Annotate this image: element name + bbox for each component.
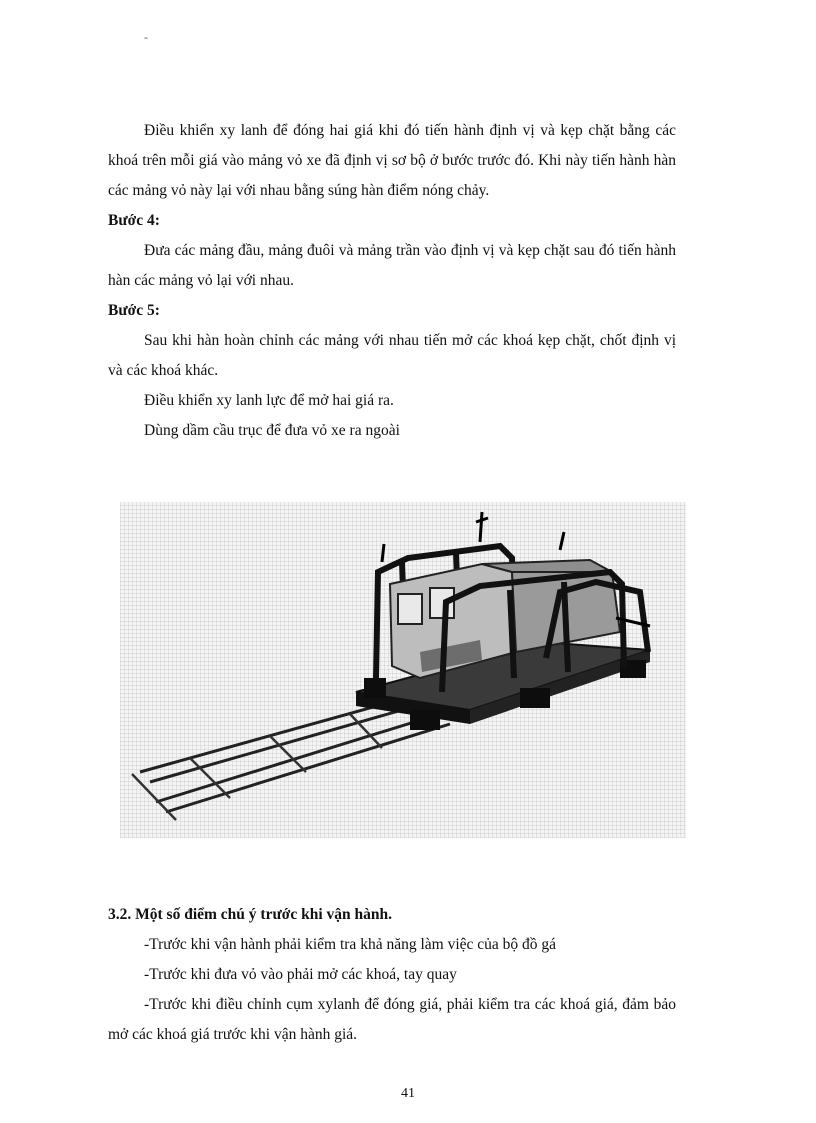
welding-jig-illustration: [120, 502, 686, 838]
step-4-heading: Bước 4:: [108, 212, 160, 229]
paragraph-close-jigs: Điều khiển xy lanh để đóng hai giá khi đó tiến hành định vị và kẹp chặt bằng các khoá trên mỗi giá vào mảng vỏ xe đã định vị sơ bộ ở bước trước đó. Khi này tiến hành hàn các mảng vỏ này lại với nhau bằng súng hàn điểm nóng chảy.: [108, 122, 676, 199]
paragraph-step-4: Đưa các mảng đầu, mảng đuôi và mảng trần vào định vị và kẹp chặt sau đó tiến hành hàn các mảng vỏ lại với nhau.: [108, 242, 676, 289]
welding-jig-figure: [120, 502, 686, 838]
rail-sleepers: [132, 714, 382, 820]
note-item: -Trước khi điều chỉnh cụm xylanh để đóng giá, phải kiểm tra các khoá giá, đảm bảo mở các khoá giá trước khi vận hành giá.: [108, 996, 676, 1043]
section-heading: 3.2. Một số điểm chú ý trước khi vận hành.: [108, 906, 392, 923]
paragraph-crane: Dùng dầm cầu trục để đưa vỏ xe ra ngoài: [144, 422, 400, 439]
operation-notes: [108, 900, 676, 1050]
procedure-text: [108, 116, 676, 446]
paragraph-step-5: Sau khi hàn hoàn chỉnh các mảng với nhau tiến mở các khoá kẹp chặt, chốt định vị và các khoá khác.: [108, 332, 676, 379]
paragraph-open-jigs: Điều khiển xy lanh lực để mở hai giá ra.: [144, 392, 394, 409]
note-item: -Trước khi đưa vỏ vào phải mở các khoá, tay quay: [144, 966, 457, 983]
page-number: 41: [401, 1086, 415, 1101]
step-5-heading: Bước 5:: [108, 302, 160, 319]
note-item: -Trước khi vận hành phải kiểm tra khả năng làm việc của bộ đồ gá: [144, 936, 557, 953]
scan-mark: -: [144, 30, 148, 44]
